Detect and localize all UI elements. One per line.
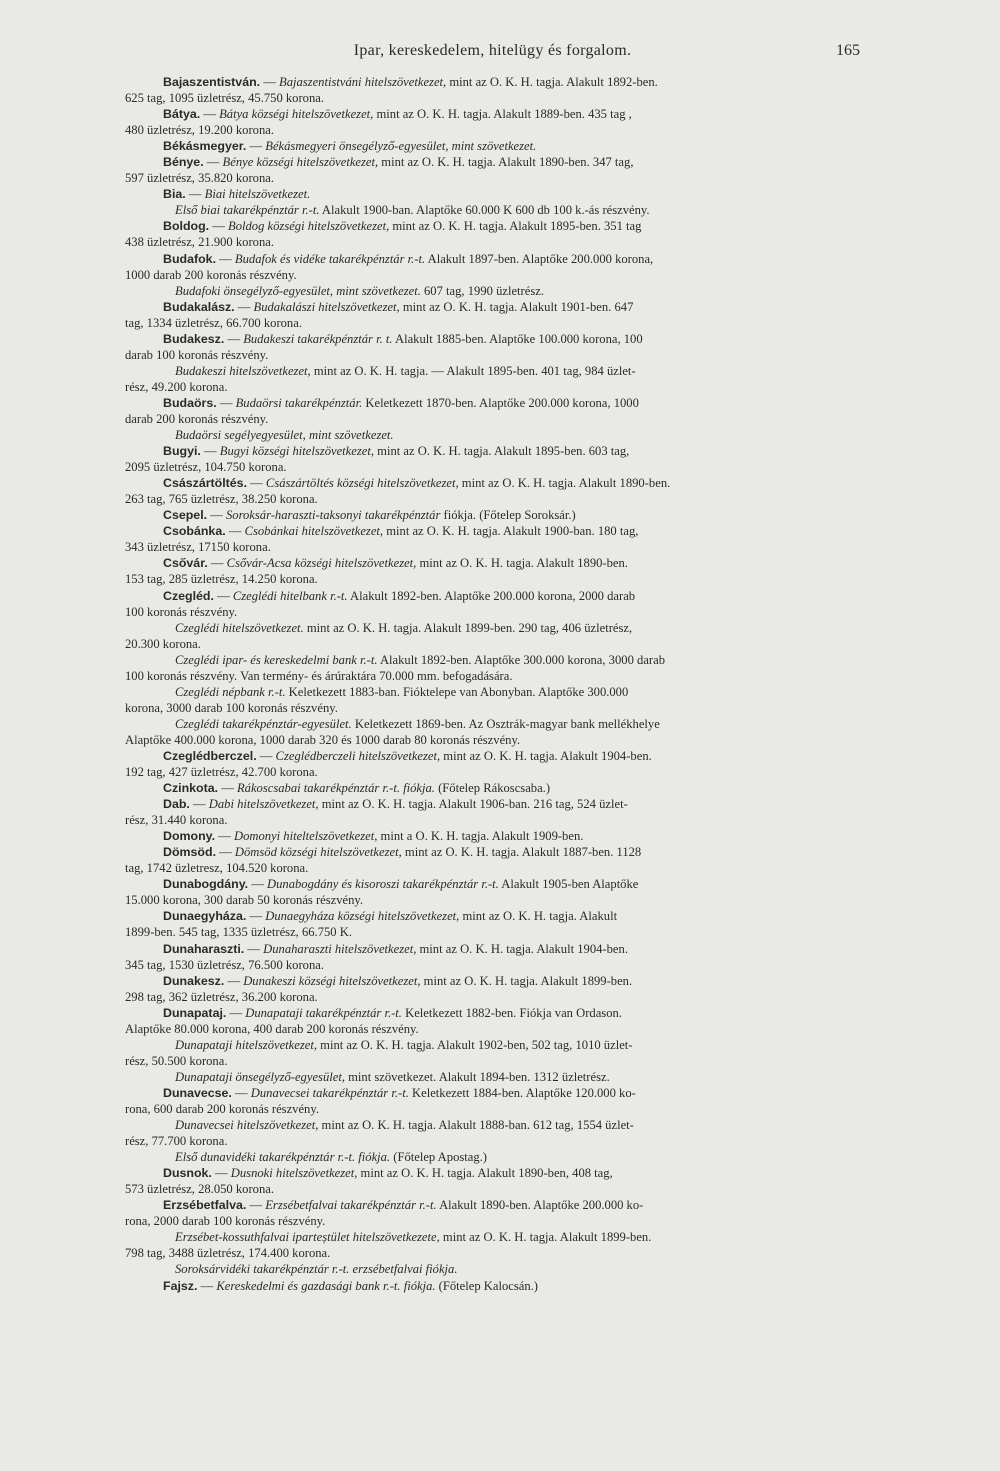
directory-entry	[125, 251, 860, 299]
entry-line	[125, 475, 860, 491]
continuation-line	[125, 315, 860, 331]
entry-details: 1899-ben. 545 tag, 1335 üzletrész, 66.750 K.	[125, 925, 352, 940]
directory-entry	[125, 218, 860, 250]
directory-entry	[125, 106, 860, 138]
institution-name: Budaörsi takarékpénztár.	[235, 395, 363, 410]
institution-name: Czeglédi hitelbank r.-t.	[232, 588, 348, 603]
continuation-line	[125, 459, 860, 475]
dash-separator: —	[211, 1166, 231, 1181]
page-number: 165	[836, 42, 860, 59]
institution-name: Boldog községi hitelszövetkezet,	[228, 219, 390, 234]
place-name: Császártöltés.	[163, 476, 248, 491]
entry-details: mint az O. K. H. tagja. Alakult 1904-ben.	[440, 748, 652, 763]
dash-separator: —	[207, 508, 226, 523]
entry-details: mint az O. K. H. tagja. Alakult 1895-ben. 603 tag,	[374, 444, 630, 459]
continuation-line	[125, 764, 860, 780]
entry-details: mint az O. K. H. tagja. Alakult 1904-ben.	[416, 941, 628, 956]
institution-name: Dömsöd községi hitelszövetkezet,	[234, 845, 402, 860]
directory-entry	[125, 876, 860, 908]
entry-details: 345 tag, 1530 üzletrész, 76.500 korona.	[125, 957, 325, 972]
place-name: Domony.	[163, 829, 216, 844]
place-name: Békásmegyer.	[163, 139, 247, 154]
continuation-line	[125, 1245, 860, 1261]
entry-details: mint az O. K. H. tagja. Alakult 1902-ben, 502 tag, 1010 üzlet-	[317, 1037, 633, 1052]
entry-details: darab 200 koronás részvény.	[125, 411, 269, 426]
institution-name: Soroksár-haraszti-taksonyi takarékpénztár	[225, 508, 441, 523]
sub-entry-line	[125, 1069, 860, 1085]
entry-details: mint az O. K. H. tagja. Alakult 1890-ben.	[416, 556, 628, 571]
place-name: Bajaszentistván.	[163, 75, 261, 89]
directory-entry	[125, 443, 860, 475]
institution-name: Dusnoki hitelszövetkezet,	[230, 1166, 358, 1181]
entry-details: 597 üzletrész, 35.820 korona.	[125, 171, 274, 186]
continuation-line	[125, 347, 860, 363]
dash-separator: —	[246, 909, 266, 924]
entry-details: rész, 50.500 korona.	[125, 1053, 228, 1068]
dash-separator: —	[215, 829, 234, 844]
institution-name: Bátya községi hitelszövetkezet,	[219, 107, 374, 122]
running-title: Ipar, kereskedelem, hitelügy és forgalom.	[353, 42, 632, 59]
place-name: Csővár.	[163, 556, 208, 571]
dash-separator: —	[200, 107, 220, 122]
place-name: Czegléd.	[163, 588, 214, 603]
directory-entry	[125, 748, 860, 780]
entry-details: 2095 üzletrész, 104.750 korona.	[125, 460, 287, 475]
entry-line	[125, 443, 860, 459]
entry-line	[125, 74, 860, 90]
institution-name: Budakeszi hitelszövetkezet,	[175, 363, 311, 378]
entry-details: mint szövetkezet. Alakult 1894-ben. 1312 üzletrész.	[344, 1069, 610, 1084]
running-head	[125, 36, 860, 70]
entry-details: mint az O. K. H. tagja. Alakult 1888-ban. 612 tag, 1554 üzlet-	[318, 1118, 634, 1133]
entry-line	[125, 138, 860, 154]
entry-line	[125, 507, 860, 523]
institution-name: Czeglédi hitelszövetkezet.	[175, 620, 304, 635]
institution-name: Bajaszentistváni hitelszövetkezet,	[279, 75, 447, 89]
entry-details: 625 tag, 1095 üzletrész, 45.750 korona.	[125, 91, 325, 106]
directory-entry	[125, 588, 860, 748]
institution-name: Budafok és vidéke takarékpénztár r.-t.	[234, 251, 426, 266]
entry-details: 798 tag, 3488 üzletrész, 174.400 korona.	[125, 1246, 331, 1261]
entry-details: 573 üzletrész, 28.050 korona.	[125, 1182, 274, 1197]
entry-line	[125, 106, 860, 122]
entry-details: 480 üzletrész, 19.200 korona.	[125, 123, 274, 138]
entry-details: korona, 3000 darab 100 koronás részvény.	[125, 700, 338, 715]
sub-entry-line	[125, 1117, 860, 1133]
dash-separator: —	[246, 139, 266, 154]
sub-entry-line	[125, 363, 860, 379]
entry-line	[125, 395, 860, 411]
continuation-line	[125, 170, 860, 186]
entry-list	[125, 74, 860, 1294]
institution-name: Soroksárvidéki takarékpénztár r.-t. erzsébetfalvai fiókja.	[175, 1262, 458, 1277]
continuation-line	[125, 491, 860, 507]
continuation-line	[125, 1101, 860, 1117]
institution-name: Dunapataji önsegélyző-egyesület,	[175, 1069, 345, 1084]
continuation-line	[125, 234, 860, 250]
dash-separator: —	[248, 877, 268, 892]
entry-details: 15.000 korona, 300 darab 50 koronás részvény.	[125, 893, 364, 908]
entry-line	[125, 1278, 860, 1294]
place-name: Dab.	[163, 797, 190, 812]
entry-details: mint az O. K. H. tagja. Alakult 1899-ben.	[420, 973, 633, 988]
institution-name: Bénye községi hitelszövetkezet,	[222, 155, 379, 170]
dash-separator: —	[224, 331, 244, 346]
sub-entry-line	[125, 1261, 860, 1277]
place-name: Csepel.	[163, 508, 208, 523]
dash-separator: —	[234, 299, 254, 314]
continuation-line	[125, 892, 860, 908]
entry-details: Alakult 1892-ben. Alaptőke 200.000 korona, 2000 darab	[347, 588, 636, 603]
entry-details: 192 tag, 427 üzletrész, 42.700 korona.	[125, 765, 318, 780]
place-name: Dömsöd.	[163, 845, 217, 860]
dash-separator: —	[209, 219, 228, 234]
entry-details: (Főtelep Apostag.)	[390, 1150, 487, 1165]
directory-entry	[125, 1005, 860, 1085]
place-name: Budaörs.	[163, 395, 217, 410]
continuation-line	[125, 924, 860, 940]
entry-details: darab 100 koronás részvény.	[125, 347, 269, 362]
place-name: Bia.	[163, 187, 186, 202]
entry-details: Alakult 1892-ben. Alaptőke 300.000 korona, 3000 darab	[377, 652, 665, 667]
directory-entry	[125, 1197, 860, 1277]
entry-details: rona, 2000 darab 100 koronás részvény.	[125, 1214, 326, 1229]
dash-separator: —	[185, 187, 205, 202]
entry-details: 100 koronás részvény.	[125, 604, 238, 619]
institution-name: Czeglédberczeli hitelszövetkezet,	[275, 748, 441, 763]
continuation-line	[125, 1133, 860, 1149]
entry-line	[125, 218, 860, 234]
entry-details: mint az O. K. H. tagja. Alakult 1889-ben. 435 tag ,	[373, 107, 632, 122]
institution-name: Biai hitelszövetkezet.	[204, 187, 311, 202]
sub-entry-line	[125, 1037, 860, 1053]
continuation-line	[125, 1213, 860, 1229]
continuation-line	[125, 989, 860, 1005]
directory-entry	[125, 1278, 860, 1294]
directory-entry	[125, 523, 860, 555]
entry-details: mint az O. K. H. tagja. Alakult 1906-ban. 216 tag, 524 üzlet-	[318, 797, 628, 812]
place-name: Dunavecse.	[163, 1085, 232, 1100]
place-name: Czeglédberczel.	[163, 748, 257, 763]
entry-line	[125, 299, 860, 315]
directory-entry	[125, 395, 860, 443]
entry-line	[125, 154, 860, 170]
continuation-line	[125, 1053, 860, 1069]
dash-separator: —	[218, 781, 237, 796]
institution-name: Czeglédi népbank r.-t.	[175, 684, 286, 699]
continuation-line	[125, 539, 860, 555]
dash-separator: —	[189, 797, 209, 812]
directory-entry	[125, 844, 860, 876]
continuation-line	[125, 700, 860, 716]
directory-entry	[125, 507, 860, 523]
entry-details: mint az O. K. H. tagja. Alakult 1895-ben. 351 tag	[389, 219, 642, 234]
entry-details: mint az O. K. H. tagja. Alakult 1890-ben.	[458, 476, 671, 491]
institution-name: Dunapataji takarékpénztár r.-t.	[245, 1005, 402, 1020]
entry-line	[125, 796, 860, 812]
entry-details: 263 tag, 765 üzletrész, 38.250 korona.	[125, 492, 318, 507]
dash-separator: —	[247, 476, 266, 491]
sub-entry-line	[125, 652, 860, 668]
institution-name: Dunaharaszti hitelszövetkezet,	[263, 941, 417, 956]
directory-entry	[125, 299, 860, 331]
sub-entry-line	[125, 283, 860, 299]
continuation-line	[125, 636, 860, 652]
entry-line	[125, 331, 860, 347]
entry-details: rész, 31.440 korona.	[125, 813, 228, 828]
entry-line	[125, 1085, 860, 1101]
entry-details: 438 üzletrész, 21.900 korona.	[125, 235, 274, 250]
institution-name: Dunaegyháza községi hitelszövetkezet,	[265, 909, 460, 924]
dash-separator: —	[207, 556, 227, 571]
place-name: Bugyi.	[163, 444, 201, 459]
continuation-line	[125, 668, 860, 684]
sub-entry-line	[125, 427, 860, 443]
entry-details: tag, 1334 üzletrész, 66.700 korona.	[125, 315, 302, 330]
continuation-line	[125, 267, 860, 283]
entry-details: mint az O. K. H. tagja. Alakult 1900-ban. 180 tag,	[383, 524, 639, 539]
entry-details: (Főtelep Kalocsán.)	[435, 1278, 538, 1293]
institution-name: Dunapataji hitelszövetkezet,	[175, 1037, 317, 1052]
entry-details: 298 tag, 362 üzletrész, 36.200 korona.	[125, 989, 318, 1004]
entry-details: Alaptőke 400.000 korona, 1000 darab 320 és 1000 darab 80 koronás részvény.	[125, 732, 521, 747]
place-name: Budafok.	[163, 251, 217, 266]
directory-entry	[125, 1165, 860, 1197]
entry-details: Alaptőke 80.000 korona, 400 darab 200 koronás részvény.	[125, 1021, 419, 1036]
directory-entry	[125, 475, 860, 507]
place-name: Dunakesz.	[163, 973, 225, 988]
institution-name: Budafoki önsegélyző-egyesület, mint szövetkezet.	[175, 283, 421, 298]
directory-entry	[125, 941, 860, 973]
continuation-line	[125, 1181, 860, 1197]
entry-details: mint a O. K. H. tagja. Alakult 1909-ben.	[377, 829, 584, 844]
entry-line	[125, 1005, 860, 1021]
institution-name: Budakeszi takarékpénztár r. t.	[243, 331, 393, 346]
directory-entry	[125, 186, 860, 218]
dash-separator: —	[246, 1198, 266, 1213]
continuation-line	[125, 379, 860, 395]
sub-entry-line	[125, 620, 860, 636]
entry-details: Alakult 1890-ben. Alaptőke 200.000 ko-	[436, 1198, 644, 1213]
sub-entry-line	[125, 716, 860, 732]
dash-separator: —	[200, 444, 220, 459]
entry-details: Alakult 1900-ban. Alaptőke 60.000 K 600 db 100 k.-ás részvény.	[319, 203, 650, 218]
entry-details: mint az O. K. H. tagja. Alakult 1899-ben.	[439, 1230, 652, 1245]
dash-separator: —	[231, 1085, 251, 1100]
continuation-line	[125, 812, 860, 828]
entry-details: 153 tag, 285 üzletrész, 14.250 korona.	[125, 572, 318, 587]
entry-details: (Főtelep Rákoscsaba.)	[434, 781, 551, 796]
entry-details: mint az O. K. H. tagja. Alakult 1901-ben. 647	[399, 299, 634, 314]
directory-entry	[125, 780, 860, 796]
directory-entry	[125, 908, 860, 940]
institution-name: Dunavecsei takarékpénztár r.-t.	[250, 1085, 409, 1100]
entry-line	[125, 941, 860, 957]
place-name: Dunaharaszti.	[163, 941, 245, 956]
entry-details: rész, 77.700 korona.	[125, 1134, 228, 1149]
dash-separator: —	[203, 155, 223, 170]
sub-entry-line	[125, 684, 860, 700]
institution-name: Dunavecsei hitelszövetkezet,	[175, 1118, 319, 1133]
entry-line	[125, 251, 860, 267]
institution-name: Kereskedelmi és gazdasági bank r.-t. fiókja.	[216, 1278, 436, 1293]
entry-details: mint az O. K. H. tagja. — Alakult 1895-ben. 401 tag, 984 üzlet-	[310, 363, 636, 378]
entry-details: fiókja. (Főtelep Soroksár.)	[440, 508, 576, 523]
entry-details: 1000 darab 200 koronás részvény.	[125, 267, 297, 282]
continuation-line	[125, 604, 860, 620]
dash-separator: —	[224, 973, 244, 988]
entry-details: 607 tag, 1990 üzletrész.	[420, 283, 544, 298]
entry-details: Keletkezett 1869-ben. Az Osztrák-magyar bank mellékhelye	[351, 716, 660, 731]
place-name: Fajsz.	[163, 1278, 198, 1293]
place-name: Dusnok.	[163, 1166, 212, 1181]
dash-separator: —	[213, 588, 233, 603]
continuation-line	[125, 122, 860, 138]
entry-line	[125, 844, 860, 860]
institution-name: Első dunavidéki takarékpénztár r.-t. fiókja.	[175, 1150, 391, 1165]
continuation-line	[125, 860, 860, 876]
continuation-line	[125, 1021, 860, 1037]
entry-line	[125, 973, 860, 989]
entry-line	[125, 523, 860, 539]
institution-name: Első biai takarékpénztár r.-t.	[175, 203, 320, 218]
directory-entry	[125, 138, 860, 154]
continuation-line	[125, 957, 860, 973]
entry-details: 100 koronás részvény. Van termény- és árúraktára 70.000 mm. befogadására.	[125, 668, 513, 683]
entry-line	[125, 828, 860, 844]
dash-separator: —	[216, 395, 236, 410]
entry-details: Keletkezett 1870-ben. Alaptőke 200.000 korona, 1000	[362, 395, 639, 410]
entry-line	[125, 748, 860, 764]
institution-name: Czeglédi takarékpénztár-egyesület.	[175, 716, 352, 731]
place-name: Erzsébetfalva.	[163, 1198, 247, 1213]
institution-name: Erzsébet-kossuthfalvai iparteștület hitelszövetkezete,	[175, 1230, 440, 1245]
entry-details: Alakult 1885-ben. Alaptőke 100.000 korona, 100	[392, 331, 643, 346]
directory-entry	[125, 1085, 860, 1165]
continuation-line	[125, 732, 860, 748]
directory-entry	[125, 796, 860, 828]
sub-entry-line	[125, 1229, 860, 1245]
institution-name: Dunabogdány és kisoroszi takarékpénztár r.-t.	[267, 877, 499, 892]
place-name: Bátya.	[163, 107, 201, 122]
place-name: Dunaegyháza.	[163, 909, 247, 924]
entry-details: 20.300 korona.	[125, 636, 201, 651]
place-name: Csobánka.	[163, 524, 226, 539]
institution-name: Budaörsi segélyegyesület, mint szövetkezet.	[175, 428, 394, 443]
entry-details: tag, 1742 üzletresz, 104.520 korona.	[125, 861, 309, 876]
directory-entry	[125, 828, 860, 844]
entry-line	[125, 876, 860, 892]
entry-line	[125, 780, 860, 796]
institution-name: Dabi hitelszövetkezet,	[208, 797, 319, 812]
place-name: Budakesz.	[163, 331, 225, 346]
entry-line	[125, 186, 860, 202]
dash-separator: —	[225, 524, 245, 539]
entry-details: mint az O. K. H. tagja. Alakult 1892-ben.	[446, 75, 658, 89]
place-name: Dunabogdány.	[163, 877, 249, 892]
institution-name: Császártöltés községi hitelszövetkezet,	[265, 476, 459, 491]
institution-name: Rákoscsabai takarékpénztár r.-t. fiókja.	[236, 781, 435, 796]
dash-separator: —	[216, 845, 235, 860]
institution-name: Csobánkai hitelszövetkezet,	[244, 524, 384, 539]
place-name: Czinkota.	[163, 781, 219, 796]
directory-entry	[125, 331, 860, 395]
entry-details: rona, 600 darab 200 koronás részvény.	[125, 1102, 319, 1116]
entry-details: Keletkezett 1882-ben. Fiókja van Ordason.	[401, 1005, 622, 1020]
entry-line	[125, 1165, 860, 1181]
institution-name: Bugyi községi hitelszövetkezet,	[219, 444, 374, 459]
sub-entry-line	[125, 202, 860, 218]
entry-details: mint az O. K. H. tagja. Alakult 1899-ben. 290 tag, 406 üzletrész,	[303, 620, 633, 635]
sub-entry-line	[125, 1149, 860, 1165]
entry-details: rész, 49.200 korona.	[125, 379, 228, 394]
entry-line	[125, 588, 860, 604]
institution-name: Dunakeszi községi hitelszövetkezet,	[243, 973, 421, 988]
entry-details: mint az O. K. H. tagja. Alakult 1890-ben, 408 tag,	[357, 1166, 613, 1181]
institution-name: Csővár-Acsa községi hitelszövetkezet,	[226, 556, 417, 571]
entry-line	[125, 1197, 860, 1213]
place-name: Dunapataj.	[163, 1005, 227, 1020]
entry-details: 343 üzletrész, 17150 korona.	[125, 540, 271, 555]
institution-name: Békásmegyeri önsegélyző-egyesület, mint szövetkezet.	[265, 139, 537, 154]
directory-entry	[125, 154, 860, 186]
continuation-line	[125, 90, 860, 106]
institution-name: Erzsébetfalvai takarékpénztár r.-t.	[265, 1198, 437, 1213]
dash-separator: —	[256, 748, 276, 763]
directory-entry	[125, 74, 860, 106]
dash-separator: —	[260, 75, 279, 89]
entry-details: mint az O. K. H. tagja. Alakult	[459, 909, 618, 924]
place-name: Boldog.	[163, 219, 210, 234]
directory-entry	[125, 973, 860, 1005]
entry-line	[125, 908, 860, 924]
continuation-line	[125, 411, 860, 427]
institution-name: Domonyi hiteltelszövetkezet,	[233, 829, 378, 844]
continuation-line	[125, 571, 860, 587]
institution-name: Czeglédi ipar- és kereskedelmi bank r.-t.	[175, 652, 378, 667]
entry-line	[125, 555, 860, 571]
entry-details: Alakult 1897-ben. Alaptőke 200.000 korona,	[425, 251, 654, 266]
institution-name: Budakalászi hitelszövetkezet,	[253, 299, 400, 314]
dash-separator: —	[244, 941, 264, 956]
directory-entry	[125, 555, 860, 587]
dash-separator: —	[197, 1278, 217, 1293]
dash-separator: —	[216, 251, 235, 266]
place-name: Bénye.	[163, 155, 204, 170]
entry-details: mint az O. K. H. tagja. Alakult 1887-ben. 1128	[401, 845, 642, 860]
entry-details: mint az O. K. H. tagja. Alakult 1890-ben. 347 tag,	[378, 155, 634, 170]
entry-details: Keletkezett 1884-ben. Alaptőke 120.000 ko-	[408, 1085, 636, 1100]
entry-details: Alakult 1905-ben Alaptőke	[498, 877, 639, 892]
entry-details: Keletkezett 1883-ban. Fióktelepe van Abonyban. Alaptőke 300.000	[285, 684, 629, 699]
place-name: Budakalász.	[163, 299, 235, 314]
dash-separator: —	[226, 1005, 246, 1020]
